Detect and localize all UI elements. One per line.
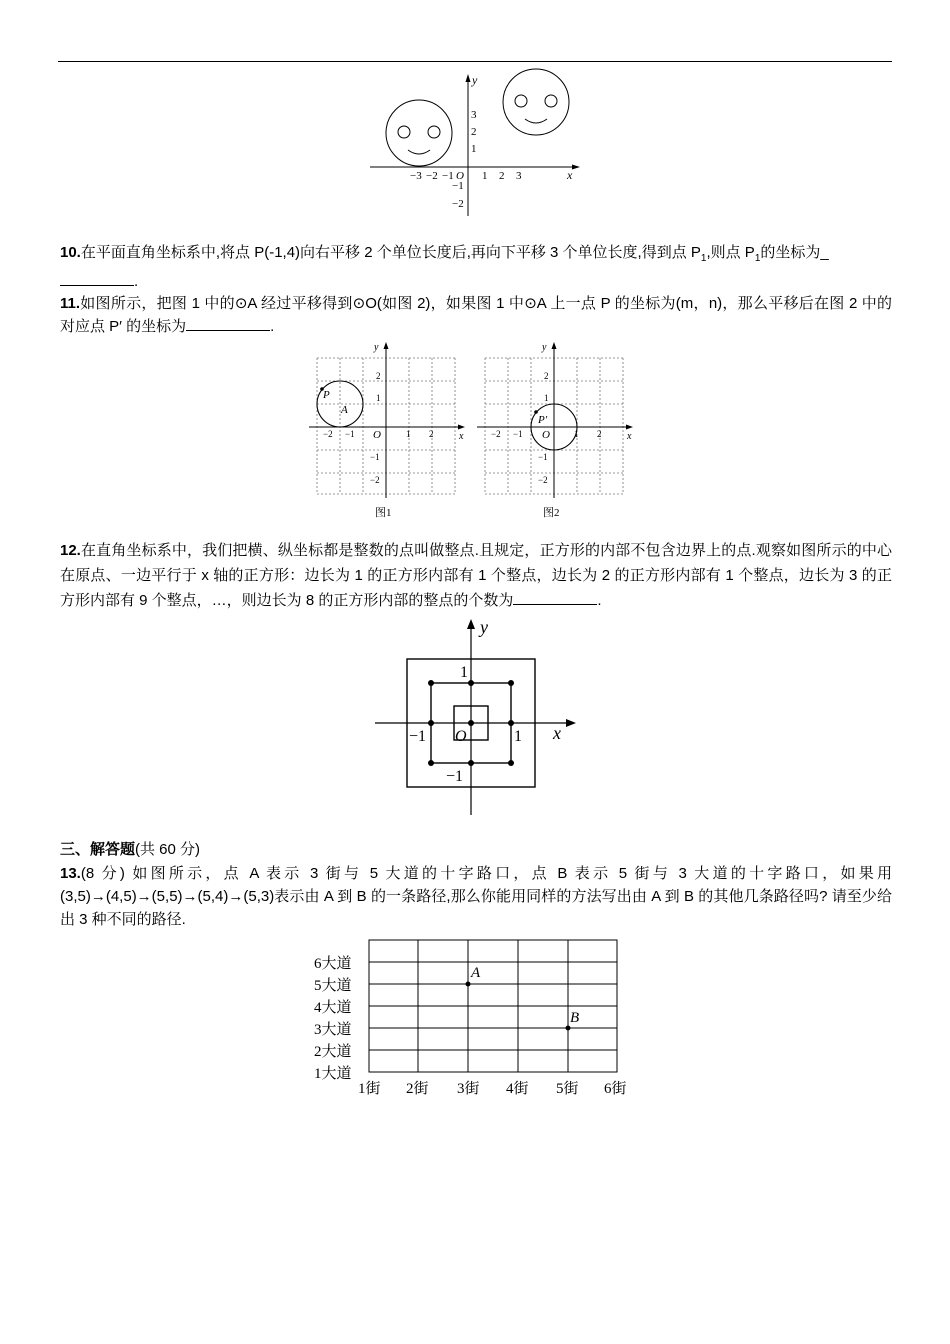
- smiley-figure: [360, 66, 590, 218]
- left-smiley-face: [386, 100, 452, 166]
- street-label: 4街: [506, 1081, 529, 1096]
- question-text: 在直角坐标系中，我们把横、纵坐标都是整数的点叫做整点.且规定，正方形的内部不包含边界上的点.观察如图所示的中心在原点、一边平行于 x 轴的正方形：边长为 1 的正方形内部有 1 个整点，边长为 2 的正方形内部有 1 个整点，边长为 3 的正方形内部有 9 个整点，…，则边长为 8 的正方形内部的整点的个数为: [60, 542, 892, 609]
- figure-2-caption: 图2: [543, 507, 560, 519]
- street-label: 5街: [556, 1081, 579, 1096]
- avenue-label: 1大道: [314, 1066, 352, 1082]
- question-number: 12.: [60, 542, 81, 559]
- question-text: ,则点 P: [706, 244, 755, 261]
- figure-1-caption: 图1: [375, 507, 392, 519]
- question-12: [60, 538, 892, 613]
- question-text: 的坐标为_: [760, 244, 829, 261]
- y-tick-label: −1: [538, 452, 548, 462]
- x-tick-label: −2: [426, 170, 438, 182]
- section-header: [60, 838, 200, 859]
- grid-figure-1: [309, 342, 465, 519]
- point-p-prime-label: P′: [538, 414, 548, 426]
- avenue-label: 3大道: [314, 1022, 352, 1038]
- x-tick-label: 3: [516, 170, 522, 182]
- answer-blank[interactable]: [513, 589, 597, 605]
- point-p-label: P: [323, 389, 330, 401]
- y-tick-label: 3: [471, 109, 477, 121]
- section-points: (共 60 分): [135, 841, 201, 858]
- x-tick-label: 2: [499, 170, 505, 182]
- subscript: 1: [754, 253, 761, 264]
- question-text: .: [597, 592, 602, 609]
- x-tick-label: 1: [574, 429, 579, 439]
- question-number: 10.: [60, 244, 81, 261]
- circle-translation-svg: [305, 338, 645, 523]
- y-tick-label: −2: [452, 198, 464, 210]
- question-text: 在平面直角坐标系中,将点 P(-1,4)向右平移 2 个单位长度后,再向下平移 3 个单位长度,得到点 P: [80, 244, 701, 261]
- y-axis-label: y: [480, 617, 488, 637]
- y-tick-label: 2: [544, 371, 549, 381]
- street-label: 3街: [457, 1081, 480, 1096]
- y-axis-label: y: [472, 73, 478, 87]
- street-grid-figure: [310, 936, 640, 1096]
- point-b-label: B: [570, 1010, 580, 1026]
- x-axis-label: x: [553, 723, 561, 743]
- avenue-label: 2大道: [314, 1044, 352, 1060]
- x-axis-label: x: [627, 431, 632, 442]
- origin-label: O: [373, 429, 381, 441]
- question-number: 13.: [60, 865, 81, 882]
- x-axis-label: x: [459, 431, 464, 442]
- x-tick-label: −1: [345, 429, 355, 439]
- avenue-label: 6大道: [314, 956, 352, 972]
- grid-figure-2: [477, 342, 633, 519]
- question-text: .: [270, 318, 275, 335]
- origin-label: O: [455, 728, 467, 745]
- circle-translation-figures: [305, 338, 645, 523]
- subscript: 1: [700, 253, 707, 264]
- y-tick-label: −2: [370, 475, 380, 485]
- y-tick-label: 1: [544, 393, 549, 403]
- question-text: 如图所示，把图 1 中的⊙A 经过平移得到⊙O(如图 2)，如果图 1 中⊙A 上一点 P 的坐标为(m，n)，那么平移后在图 2 中的对应点 P′ 的坐标为: [60, 295, 892, 335]
- x-tick-label: −3: [410, 170, 422, 182]
- question-text: .: [134, 273, 139, 290]
- x-tick-label: −2: [491, 429, 501, 439]
- origin-label: O: [542, 429, 550, 441]
- street-label: 1街: [358, 1081, 381, 1096]
- question-13: [60, 862, 892, 931]
- street-label: 6街: [604, 1081, 627, 1096]
- question-11: [60, 292, 892, 338]
- answer-blank[interactable]: [186, 315, 270, 331]
- y-axis-label: y: [374, 342, 379, 353]
- origin-label: O: [456, 170, 464, 182]
- tick-label: 1: [514, 728, 522, 745]
- tick-label: −1: [446, 768, 464, 785]
- answer-blank[interactable]: [60, 270, 134, 286]
- avenue-label: 5大道: [314, 978, 352, 994]
- question-10: [60, 241, 892, 293]
- street-grid-svg: [310, 936, 640, 1096]
- y-tick-label: 2: [376, 371, 381, 381]
- street-label: 2街: [406, 1081, 429, 1096]
- x-tick-label: −1: [442, 170, 454, 182]
- y-tick-label: −2: [538, 475, 548, 485]
- header-rule: [58, 61, 892, 62]
- x-tick-label: 2: [429, 429, 434, 439]
- point-a-label: A: [471, 965, 481, 981]
- question-text: (8 分) 如图所示，点 A 表示 3 街与 5 大道的十字路口，点 B 表示 5 街与 3 大道的十字路口，如果用(3,5)→(4,5)→(5,5)→(5,4)→(5,3)表示由 A 到 B 的一条路径,那么你能用同样的方法写出由 A 到 B 的其他几条路径吗? 请至少给出 3 种不同的路径.: [60, 865, 892, 928]
- x-tick-label: −2: [323, 429, 333, 439]
- right-smiley-face: [503, 69, 569, 135]
- x-tick-label: 1: [482, 170, 488, 182]
- y-tick-label: 2: [471, 126, 477, 138]
- nested-squares-svg: [370, 613, 585, 818]
- tick-label: −1: [409, 728, 427, 745]
- x-axis-label: x: [567, 168, 573, 182]
- nested-squares-figure: [370, 613, 585, 818]
- tick-label: 1: [460, 664, 468, 681]
- point-a-label: A: [341, 404, 348, 416]
- y-axis-label: y: [542, 342, 547, 353]
- x-tick-label: 2: [597, 429, 602, 439]
- avenue-label: 4大道: [314, 1000, 352, 1016]
- y-tick-label: 1: [376, 393, 381, 403]
- question-number: 11.: [60, 295, 81, 312]
- y-tick-label: −1: [370, 452, 380, 462]
- x-tick-label: 1: [406, 429, 411, 439]
- y-tick-label: −1: [452, 180, 464, 192]
- section-title: 三、解答题: [60, 841, 136, 858]
- x-tick-label: −1: [513, 429, 523, 439]
- smiley-figure-svg: [360, 66, 590, 218]
- y-tick-label: 1: [471, 143, 477, 155]
